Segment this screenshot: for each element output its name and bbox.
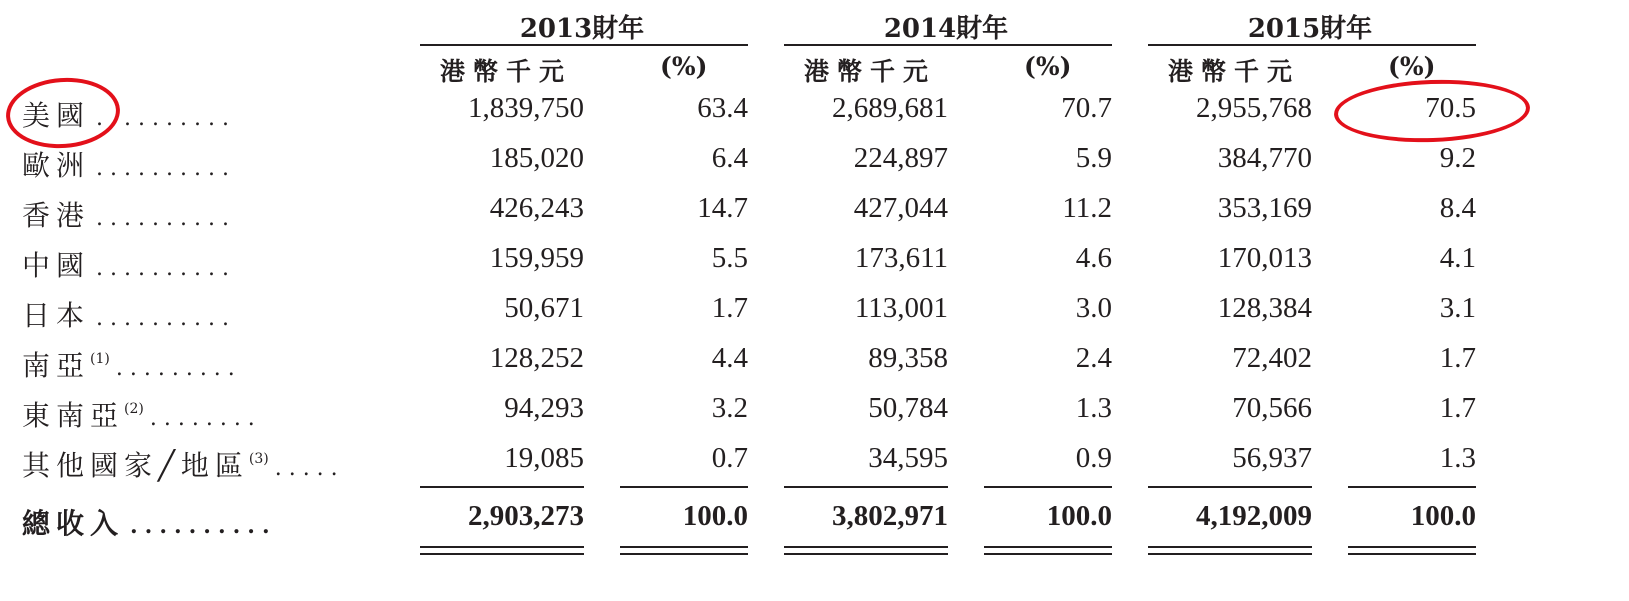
row-label-text: 日本 (22, 299, 91, 332)
percent-cell: 11.2 (1062, 192, 1112, 224)
amount-cell: 159,959 (489, 242, 584, 274)
row-label-text: 南亞 (22, 349, 91, 382)
amount-cell: 224,897 (853, 142, 948, 174)
year-header-2013: 2013財年 (519, 14, 645, 44)
percent-cell: 8.4 (1439, 192, 1476, 224)
percent-cell: 4.1 (1439, 242, 1476, 274)
leader-dots: .......... (130, 513, 277, 539)
year-header-2015: 2015財年 (1247, 14, 1373, 44)
row-label (22, 144, 236, 184)
percent-cell: 70.5 (1425, 92, 1476, 124)
amount-cell: 353,169 (1217, 192, 1312, 224)
row-label (22, 194, 236, 234)
percent-cell: 1.7 (711, 292, 748, 324)
pct-header-2015: (%) (1388, 52, 1436, 81)
total-rule-top-4 (984, 486, 1112, 488)
row-label-text: 中國 (22, 249, 91, 282)
total-rule-top-2 (620, 486, 748, 488)
leader-dots: ..... (274, 456, 345, 481)
percent-cell: 3.2 (711, 392, 748, 424)
percent-cell: 70.7 (1061, 92, 1112, 124)
percent-cell: 6.4 (711, 142, 748, 174)
total-rule-top-3 (784, 486, 948, 488)
total-rule-top-5 (1148, 486, 1312, 488)
total-percent-cell: 100.0 (1410, 500, 1476, 532)
amount-cell: 2,955,768 (1196, 92, 1312, 124)
footnote-marker: (1) (90, 351, 110, 367)
total-percent-cell: 100.0 (682, 500, 748, 532)
amount-cell: 426,243 (489, 192, 584, 224)
footnote-marker: (2) (124, 401, 144, 417)
total-percent-cell: 100.0 (1046, 500, 1112, 532)
unit-header-2013: 港幣千元 (440, 57, 573, 86)
row-label (22, 344, 242, 384)
total-label-text: 總收入 (22, 507, 125, 540)
percent-cell: 5.5 (711, 242, 748, 274)
amount-cell: 2,689,681 (832, 92, 948, 124)
amount-cell: 94,293 (504, 392, 584, 424)
highlight-circle-2015-usa-pct (1333, 77, 1531, 146)
row-label-text: 香港 (22, 199, 91, 232)
percent-cell: 9.2 (1439, 142, 1476, 174)
row-label-text: 其他國家╱地區 (22, 449, 249, 482)
percent-cell: 14.7 (697, 192, 748, 224)
percent-cell: 3.1 (1439, 292, 1476, 324)
amount-cell: 1,839,750 (468, 92, 584, 124)
amount-cell: 128,252 (489, 342, 584, 374)
amount-cell: 384,770 (1217, 142, 1312, 174)
amount-cell: 34,595 (868, 442, 948, 474)
leader-dots: .......... (96, 156, 236, 181)
percent-cell: 1.3 (1075, 392, 1112, 424)
unit-header-2014: 港幣千元 (804, 57, 937, 86)
percent-cell: 0.7 (711, 442, 748, 474)
leader-dots: .......... (96, 306, 236, 331)
percent-cell: 5.9 (1075, 142, 1112, 174)
percent-cell: 4.6 (1075, 242, 1112, 274)
amount-cell: 170,013 (1217, 242, 1312, 274)
row-label-text: 美國 (22, 99, 91, 132)
row-label-text: 歐洲 (22, 149, 91, 182)
percent-cell: 3.0 (1075, 292, 1112, 324)
amount-cell: 427,044 (853, 192, 948, 224)
leader-dots: .......... (96, 206, 236, 231)
amount-cell: 50,784 (868, 392, 948, 424)
row-label (22, 444, 345, 484)
total-amount-cell: 2,903,273 (468, 500, 584, 532)
highlight-circle-usa (4, 74, 123, 152)
total-rule-top-6 (1348, 486, 1476, 488)
header-rule-2015 (1148, 44, 1476, 46)
leader-dots: ........ (149, 406, 262, 431)
amount-cell: 56,937 (1232, 442, 1312, 474)
amount-cell: 173,611 (854, 242, 948, 274)
amount-cell: 113,001 (854, 292, 948, 324)
footnote-marker: (3) (248, 451, 269, 467)
percent-cell: 1.7 (1439, 392, 1476, 424)
amount-cell: 70,566 (1232, 392, 1312, 424)
leader-dots: .......... (96, 106, 236, 131)
amount-cell: 19,085 (504, 442, 584, 474)
amount-cell: 185,020 (489, 142, 584, 174)
pct-header-2014: (%) (1024, 52, 1072, 81)
percent-cell: 63.4 (697, 92, 748, 124)
row-label (22, 394, 262, 434)
total-rule-top-1 (420, 486, 584, 488)
total-amount-cell: 4,192,009 (1196, 500, 1312, 532)
total-row-label (22, 502, 277, 542)
row-label-text: 東南亞 (22, 399, 125, 432)
percent-cell: 1.7 (1439, 342, 1476, 374)
row-label (22, 294, 236, 334)
amount-cell: 89,358 (868, 342, 948, 374)
percent-cell: 1.3 (1439, 442, 1476, 474)
header-rule-2014 (784, 44, 1112, 46)
total-amount-cell: 3,802,971 (832, 500, 948, 532)
amount-cell: 72,402 (1232, 342, 1312, 374)
amount-cell: 50,671 (504, 292, 584, 324)
year-header-2014: 2014財年 (883, 14, 1009, 44)
pct-header-2013: (%) (660, 52, 708, 81)
leader-dots: .......... (96, 256, 236, 281)
percent-cell: 0.9 (1075, 442, 1112, 474)
leader-dots: ......... (115, 356, 242, 381)
percent-cell: 2.4 (1075, 342, 1112, 374)
amount-cell: 128,384 (1217, 292, 1312, 324)
unit-header-2015: 港幣千元 (1168, 57, 1301, 86)
percent-cell: 4.4 (711, 342, 748, 374)
header-rule-2013 (420, 44, 748, 46)
row-label (22, 244, 236, 284)
